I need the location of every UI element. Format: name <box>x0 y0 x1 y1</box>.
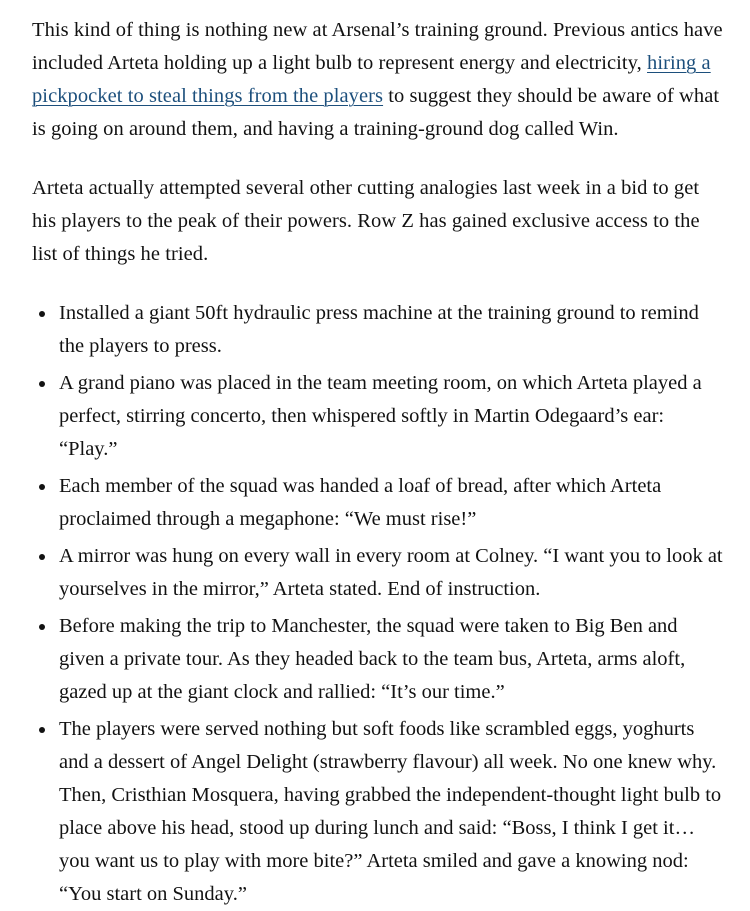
paragraph-1-text-after-link: to suggest they should be aware of what is going on around them, and having a training-ground dog called Win. <box>32 85 720 140</box>
pickpocket-article-link[interactable]: hiring a pickpocket to steal things from the players <box>32 52 711 107</box>
list-item: Before making the trip to Manchester, the squad were taken to Big Ben and given a private tour. As they headed back to the team bus, Arteta, arms aloft, gazed up at the giant clock and rallied: “It’s our time.” <box>32 610 724 709</box>
list-item: Installed a giant 50ft hydraulic press machine at the training ground to remind the players to press. <box>32 297 724 363</box>
paragraph-1 <box>32 14 724 146</box>
paragraph-2: Arteta actually attempted several other cutting analogies last week in a bid to get his players to the peak of their powers. Row Z has gained exclusive access to the list of things he tried. <box>32 177 700 265</box>
list-item: Each member of the squad was handed a loaf of bread, after which Arteta proclaimed through a megaphone: “We must rise!” <box>32 470 724 536</box>
list-item: The players were served nothing but soft foods like scrambled eggs, yoghurts and a dessert of Angel Delight (strawberry flavour) all week. No one knew why. Then, Cristhian Mosquera, having grabbed the independent-thought light bulb to place above his head, stood up during lunch and said: “Boss, I think I get it… you want us to play with more bite?” Arteta smiled and gave a knowing nod: “You start on Sunday.” <box>32 713 724 911</box>
paragraph-1-text-before-link: This kind of thing is nothing new at Arsenal’s training ground. Previous antics have included Arteta holding up a light bulb to represent energy and electricity, <box>32 19 723 74</box>
list-item: A mirror was hung on every wall in every room at Colney. “I want you to look at yourselves in the mirror,” Arteta stated. End of instruction. <box>32 540 724 606</box>
list-item: A grand piano was placed in the team meeting room, on which Arteta played a perfect, stirring concerto, then whispered softly in Martin Odegaard’s ear: “Play.” <box>32 367 724 466</box>
antics-list <box>32 297 724 911</box>
